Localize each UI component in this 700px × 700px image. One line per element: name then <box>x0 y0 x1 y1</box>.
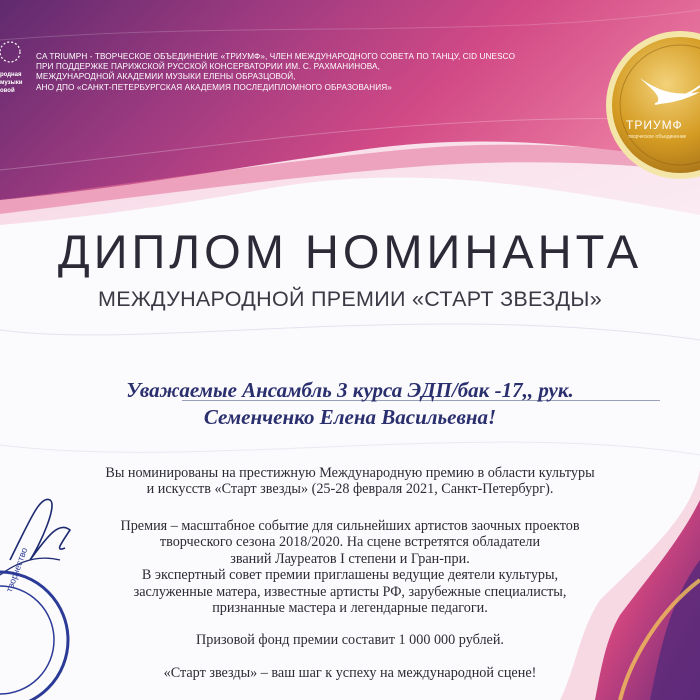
organizer-header <box>36 52 556 93</box>
body-line: званий Лауреатов I степени и Гран-при. <box>230 550 470 567</box>
medal-tagline: творческое объединение <box>628 134 687 140</box>
body-line: Вы номинированы на престижную Международную премию в области культуры <box>105 465 595 481</box>
paragraph-nomination <box>0 465 700 498</box>
body-line: признанные мастера и легендарные педагоги. <box>212 600 488 617</box>
stamp-text: творчество <box>4 546 30 594</box>
left-logo-text-1: родная <box>0 72 22 78</box>
body-line: Премия – масштабное событие для сильнейших артистов заочных проектов <box>120 518 580 534</box>
left-logo-text-2: музыки <box>0 80 23 86</box>
prize-fund: Призовой фонд премии составит 1 000 000 рублей. <box>196 632 504 648</box>
body-line: и искусств «Старт звезды» (25-28 февраля 2021, Санкт-Петербург). <box>146 481 554 498</box>
diploma-title: ДИПЛОМ НОМИНАНТА <box>57 225 643 278</box>
greeting-line-2: Семенченко Елена Васильевна! <box>203 405 497 429</box>
header-line: МЕЖДУНАРОДНОЙ АКАДЕМИИ МУЗЫКИ ЕЛЕНЫ ОБРАЗЦОВОЙ, <box>36 72 296 82</box>
header-line: ПРИ ПОДДЕРЖКЕ ПАРИЖСКОЙ РУССКОЙ КОНСЕРВАТОРИИ ИМ. С. РАХМАНИНОВА, <box>36 62 380 72</box>
left-logo <box>0 38 34 108</box>
paragraph-description <box>0 518 700 616</box>
medal-name: ТРИУМФ <box>626 118 683 132</box>
closing-slogan: «Старт звезды» – ваш шаг к успеху на международной сцене! <box>163 665 537 681</box>
greeting-line-1: Уважаемые Ансамбль 3 курса ЭДП/бак -17,, рук. <box>126 378 574 402</box>
body-line: В экспертный совет премии приглашены ведущие деятели культуры, <box>141 567 559 584</box>
left-logo-text-3: овой <box>0 88 15 94</box>
award-subtitle: МЕЖДУНАРОДНОЙ ПРЕМИИ «СТАРТ ЗВЕЗДЫ» <box>98 287 602 311</box>
header-line: CA TRIUMPH - ТВОРЧЕСКОЕ ОБЪЕДИНЕНИЕ «ТРИУМФ», ЧЛЕН МЕЖДУНАРОДНОГО СОВЕТА ПО ТАНЦУ, CID UNESCO <box>36 52 516 61</box>
greeting <box>0 377 700 431</box>
logo-globe-icon <box>0 38 30 68</box>
header-line: АНО ДПО «САНКТ-ПЕТЕРБУРГСКАЯ АКАДЕМИЯ ПОСЛЕДИПЛОМНОГО ОБРАЗОВАНИЯ» <box>36 82 392 92</box>
body-line: заслуженные матера, известные артисты РФ, зарубежные специалисты, <box>133 583 567 600</box>
body-line: творческого сезона 2018/2020. На сцене встретятся обладатели <box>159 534 541 551</box>
